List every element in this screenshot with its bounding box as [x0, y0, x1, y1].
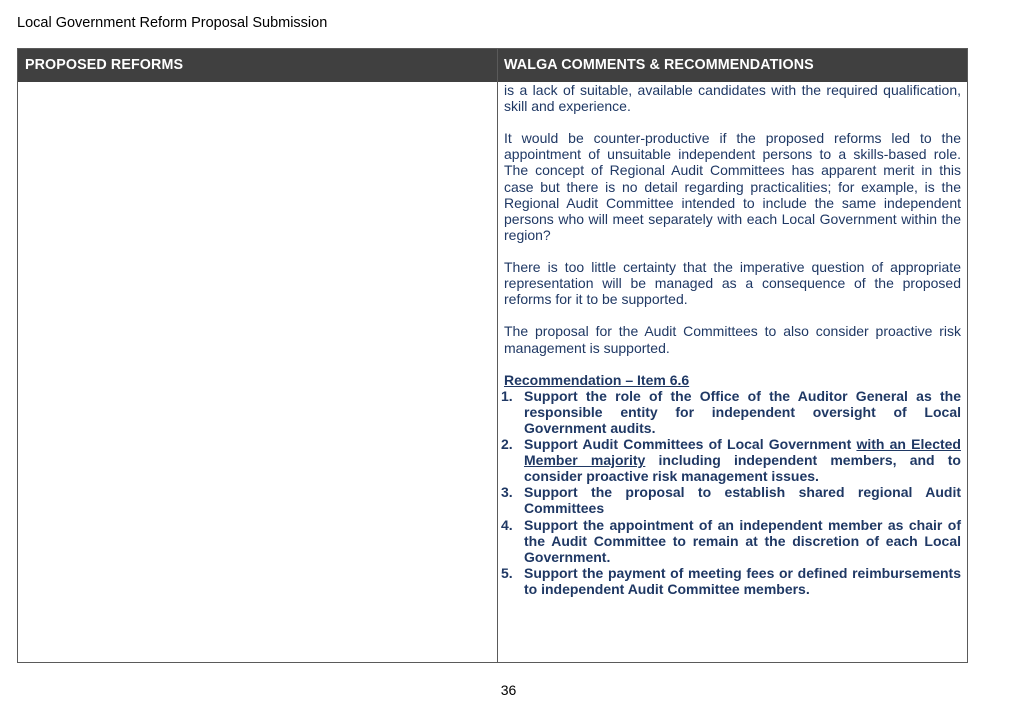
comment-paragraph: The proposal for the Audit Committees to also consider proactive risk management is supported.: [504, 323, 961, 356]
document-header-title: Local Government Reform Proposal Submission: [17, 15, 328, 31]
recommendation-text: Support the payment of meeting fees or defined reimbursements to independent Audit Committee members.: [524, 564, 961, 597]
recommendation-item: [501, 516, 961, 565]
recommendation-text-underlined: with an Elected Member majority: [524, 436, 961, 469]
page-number: 36: [500, 682, 517, 698]
column-header-walga-comments: WALGA COMMENTS & RECOMMENDATIONS: [504, 57, 814, 73]
recommendation-number: 3.: [501, 484, 513, 501]
recommendation-item: [501, 387, 961, 436]
recommendation-item: [501, 564, 961, 597]
recommendation-text: Support the proposal to establish shared regional Audit Committees: [524, 484, 961, 517]
recommendation-heading: Recommendation – Item 6.6: [504, 371, 690, 388]
comment-paragraph: It would be counter-productive if the proposed reforms led to the appointment of unsuitable independent persons to a skills-based role. The concept of Regional Audit Committees has apparent merit in this case but there is no detail regarding practicalities; for example, is the Regional Audit Committee intended to include the same independent persons who will meet separately with each Local Government within the region?: [504, 130, 961, 243]
recommendation-number: 5.: [501, 564, 513, 581]
recommendation-list: [501, 387, 961, 597]
column-divider: [497, 49, 498, 662]
recommendation-item: [501, 436, 961, 485]
reform-comments-table: [17, 48, 968, 663]
recommendation-number: 4.: [501, 516, 513, 533]
recommendation-text: Support Audit Committees of Local Government: [524, 436, 857, 453]
recommendation-number: 1.: [501, 387, 513, 404]
walga-comments-cell: [501, 82, 961, 597]
recommendation-text: Support the role of the Office of the Auditor General as the responsible entity for independent oversight of Local Government audits.: [524, 387, 961, 436]
comment-paragraph: There is too little certainty that the imperative question of appropriate representation will be managed as a consequence of the proposed reforms for it to be supported.: [504, 259, 961, 308]
recommendation-number: 2.: [501, 436, 513, 453]
recommendation-item: [501, 484, 961, 517]
column-header-proposed-reforms: PROPOSED REFORMS: [25, 57, 184, 73]
recommendation-text: Support the appointment of an independent member as chair of the Audit Committee to remain at the discretion of each Local Government.: [524, 516, 961, 565]
table-header-row: [18, 49, 967, 82]
recommendation-text: including independent members, and to consider proactive risk management issues.: [524, 452, 961, 485]
comment-paragraph: is a lack of suitable, available candidates with the required qualification, skill and experience.: [504, 82, 961, 115]
